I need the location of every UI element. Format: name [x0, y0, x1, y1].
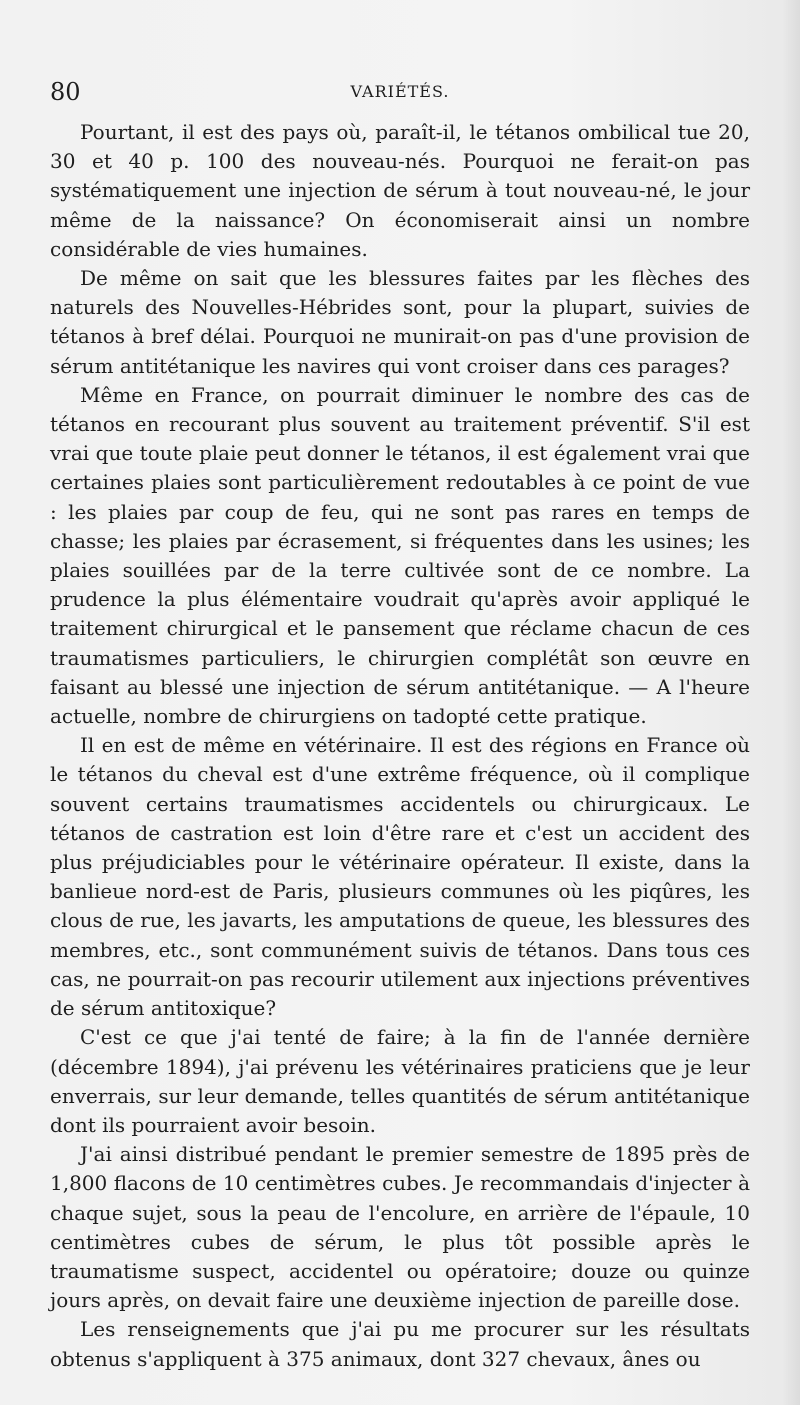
page-number: 80 [50, 78, 81, 106]
paragraph-3: Même en France, on pourrait diminuer le nombre des cas de tétanos en recourant plus souvent au traitement préventif. S'il est vrai que toute plaie peut donner le tétanos, il est également vrai que certaines plaies sont particulièrement redoutables à ce point de vue : les plaies par coup de feu, qui ne sont pas rares en temps de chasse; les plaies par écrasement, si fréquentes dans les usines; les plaies souillées par de la terre cultivée sont de ce nombre. La prudence la plus élémentaire voudrait qu'après avoir appliqué le traitement chirurgical et le pansement que réclame chacun de ces traumatismes particuliers, le chirurgien complétât son œuvre en faisant au blessé une injection de sérum antitétanique. — A l'heure actuelle, nombre de chirurgiens on tadopté cette pratique. [50, 382, 750, 729]
paragraph-4: Il en est de même en vétérinaire. Il est des régions en France où le tétanos du cheval est d'une extrême fréquence, où il complique souvent certains traumatismes accidentels ou chirurgicaux. Le tétanos de castration est loin d'être rare et c'est un accident des plus préjudiciables pour le vétérinaire opérateur. Il existe, dans la banlieue nord-est de Paris, plusieurs communes où les piqûres, les clous de rue, les javarts, les amputations de queue, les blessures des membres, etc., sont communément suivis de tétanos. Dans tous ces cas, ne pourrait-on pas recourir utilement aux injections préventives de sérum antitoxique? [50, 733, 750, 1021]
body-text [50, 118, 750, 1374]
paragraph-7: Les renseignements que j'ai pu me procurer sur les résultats obtenus s'appliquent à 375 animaux, dont 327 chevaux, ânes ou [50, 1317, 750, 1371]
running-head: VARIÉTÉS. [350, 82, 450, 101]
paragraph-6: J'ai ainsi distribué pendant le premier semestre de 1895 près de 1,800 flacons de 10 centimètres cubes. Je recommandais d'injecter à chaque sujet, sous la peau de l'encolure, en arrière de l'épaule, 10 centimètres cubes de sérum, le plus tôt possible après le traumatisme suspect, accidentel ou opératoire; douze ou quinze jours après, on devait faire une deuxième injection de pareille dose. [50, 1142, 750, 1313]
page-edge-shadow [782, 0, 800, 1405]
paragraph-1: Pourtant, il est des pays où, paraît-il, le tétanos ombilical tue 20, 30 et 40 p. 100 des nouveau-nés. Pourquoi ne ferait-on pas systématiquement une injection de sérum à tout nouveau-né, le jour même de la naissance? On économiserait ainsi un nombre considérable de vies humaines. [50, 120, 750, 261]
paragraph-2: De même on sait que les blessures faites par les flèches des naturels des Nouvelles-Hébrides sont, pour la plupart, suivies de tétanos à bref délai. Pourquoi ne munirait-on pas d'une provision de sérum antitétanique les navires qui vont croiser dans ces parages? [50, 266, 750, 378]
paragraph-5: C'est ce que j'ai tenté de faire; à la fin de l'année dernière (décembre 1894), j'ai prévenu les vétérinaires praticiens que je leur enverrais, sur leur demande, telles quantités de sérum antitétanique dont ils pourraient avoir besoin. [50, 1025, 750, 1137]
page-header [50, 78, 750, 114]
